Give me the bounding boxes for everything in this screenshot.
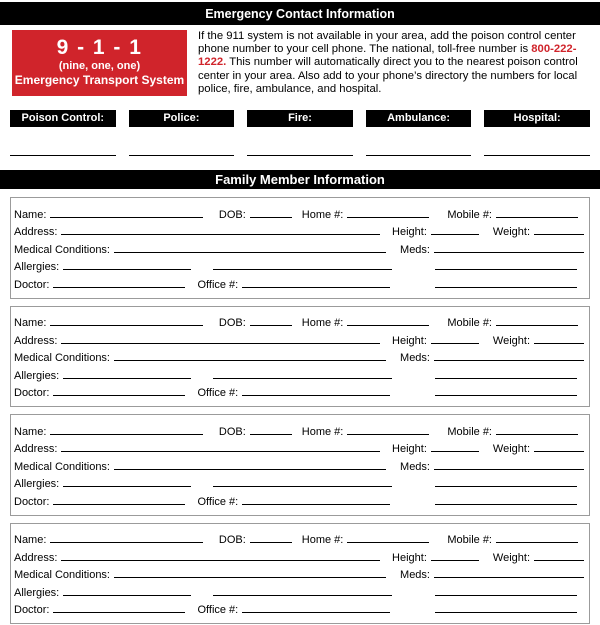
meds-field[interactable] bbox=[434, 252, 584, 253]
weight-field[interactable] bbox=[534, 560, 584, 561]
name-field[interactable] bbox=[50, 325, 202, 326]
contact-label-hospital: Hospital: bbox=[484, 110, 590, 127]
mobile-phone-label: Mobile #: bbox=[447, 534, 492, 547]
page-header-bar bbox=[0, 2, 600, 25]
meds-label: Meds: bbox=[400, 569, 430, 582]
member-row-name bbox=[14, 203, 586, 221]
instructions-text-after: This number will automatically direct you to the nearest poison control center in your area. Also add to your phone’s directory the numbers for local police, fire, ambulance, and hospital. bbox=[198, 56, 578, 95]
meds-continuation-field-1[interactable] bbox=[435, 595, 577, 596]
weight-field[interactable] bbox=[534, 343, 584, 344]
dob-field[interactable] bbox=[250, 434, 292, 435]
member-row-medical bbox=[14, 238, 586, 256]
contact-field-ambulance[interactable] bbox=[366, 154, 472, 156]
dob-label: DOB: bbox=[218, 534, 246, 547]
member-row-address bbox=[14, 546, 586, 564]
name-field[interactable] bbox=[50, 542, 202, 543]
address-field[interactable] bbox=[61, 560, 380, 561]
address-field[interactable] bbox=[61, 234, 380, 235]
address-label: Address: bbox=[14, 551, 58, 564]
contact-field-police[interactable] bbox=[129, 154, 235, 156]
address-label: Address: bbox=[14, 334, 58, 347]
family-section-header-bar bbox=[0, 170, 600, 189]
name-label: Name: bbox=[14, 425, 47, 438]
family-members bbox=[0, 197, 600, 624]
allergies-continuation-field[interactable] bbox=[213, 378, 392, 379]
contact-label-fire: Fire: bbox=[247, 110, 353, 127]
meds-continuation-field-2[interactable] bbox=[435, 612, 577, 613]
mobile-phone-field[interactable] bbox=[496, 434, 578, 435]
weight-label: Weight: bbox=[492, 226, 530, 239]
contact-label-police: Police: bbox=[129, 110, 235, 127]
height-field[interactable] bbox=[431, 451, 479, 452]
mobile-phone-field[interactable] bbox=[496, 217, 578, 218]
member-row-allergies bbox=[14, 581, 586, 599]
member-row-medical bbox=[14, 455, 586, 473]
member-row-doctor bbox=[14, 490, 586, 508]
address-label: Address: bbox=[14, 443, 58, 456]
medical-conditions-field[interactable] bbox=[114, 360, 386, 361]
weight-field[interactable] bbox=[534, 451, 584, 452]
doctor-label: Doctor: bbox=[14, 604, 50, 617]
medical-conditions-label: Medical Conditions: bbox=[14, 352, 110, 365]
height-field[interactable] bbox=[431, 234, 479, 235]
allergies-field[interactable] bbox=[63, 378, 191, 379]
allergies-label: Allergies: bbox=[14, 369, 60, 382]
instructions-text-before: If the 911 system is not available in your area, add the poison control center phone number to your cell phone. The national, toll-free number is bbox=[198, 30, 576, 56]
allergies-label: Allergies: bbox=[14, 261, 60, 274]
member-row-doctor bbox=[14, 273, 586, 291]
home-phone-label: Home #: bbox=[301, 208, 344, 221]
medical-conditions-label: Medical Conditions: bbox=[14, 569, 110, 582]
medical-conditions-label: Medical Conditions: bbox=[14, 243, 110, 256]
office-phone-label: Office #: bbox=[197, 495, 239, 508]
dob-label: DOB: bbox=[218, 208, 246, 221]
dob-label: DOB: bbox=[218, 425, 246, 438]
meds-continuation-field-2[interactable] bbox=[435, 287, 577, 288]
medical-conditions-label: Medical Conditions: bbox=[14, 460, 110, 473]
weight-field[interactable] bbox=[534, 234, 584, 235]
medical-conditions-field[interactable] bbox=[114, 469, 386, 470]
member-row-name bbox=[14, 312, 586, 330]
home-phone-label: Home #: bbox=[301, 317, 344, 330]
meds-label: Meds: bbox=[400, 460, 430, 473]
height-field[interactable] bbox=[431, 560, 479, 561]
meds-continuation-field-2[interactable] bbox=[435, 395, 577, 396]
emergency-contacts-labels-row bbox=[10, 110, 590, 127]
mobile-phone-field[interactable] bbox=[496, 542, 578, 543]
member-row-doctor bbox=[14, 382, 586, 400]
member-row-doctor bbox=[14, 599, 586, 617]
family-section-title: Family Member Information bbox=[215, 172, 385, 188]
family-member-block bbox=[10, 414, 590, 516]
name-field[interactable] bbox=[50, 217, 202, 218]
office-phone-field[interactable] bbox=[242, 287, 390, 288]
office-phone-label: Office #: bbox=[197, 278, 239, 291]
address-label: Address: bbox=[14, 226, 58, 239]
dob-field[interactable] bbox=[250, 217, 292, 218]
height-label: Height: bbox=[392, 226, 427, 239]
allergies-label: Allergies: bbox=[14, 586, 60, 599]
member-row-address bbox=[14, 329, 586, 347]
meds-continuation-field-2[interactable] bbox=[435, 504, 577, 505]
allergies-field[interactable] bbox=[63, 595, 191, 596]
allergies-field[interactable] bbox=[63, 269, 191, 270]
name-field[interactable] bbox=[50, 434, 202, 435]
mobile-phone-label: Mobile #: bbox=[447, 208, 492, 221]
page-title: Emergency Contact Information bbox=[205, 7, 395, 21]
member-row-medical bbox=[14, 347, 586, 365]
doctor-field[interactable] bbox=[53, 504, 185, 505]
name-label: Name: bbox=[14, 534, 47, 547]
member-row-allergies bbox=[14, 364, 586, 382]
doctor-field[interactable] bbox=[53, 287, 185, 288]
meds-label: Meds: bbox=[400, 352, 430, 365]
home-phone-label: Home #: bbox=[301, 425, 344, 438]
dob-label: DOB: bbox=[218, 317, 246, 330]
office-phone-field[interactable] bbox=[242, 612, 390, 613]
height-field[interactable] bbox=[431, 343, 479, 344]
name-label: Name: bbox=[14, 317, 47, 330]
height-label: Height: bbox=[392, 443, 427, 456]
dob-field[interactable] bbox=[250, 542, 292, 543]
family-member-block bbox=[10, 197, 590, 299]
contact-field-hospital[interactable] bbox=[484, 154, 590, 156]
home-phone-field[interactable] bbox=[347, 434, 429, 435]
emergency-911-badge bbox=[12, 30, 187, 96]
contact-field-poison-control[interactable] bbox=[10, 154, 116, 156]
meds-continuation-field-1[interactable] bbox=[435, 378, 577, 379]
emergency-contact-form-page bbox=[0, 2, 600, 625]
member-row-name bbox=[14, 529, 586, 547]
office-phone-field[interactable] bbox=[242, 504, 390, 505]
medical-conditions-field[interactable] bbox=[114, 577, 386, 578]
weight-label: Weight: bbox=[492, 443, 530, 456]
family-member-block bbox=[10, 523, 590, 625]
allergies-label: Allergies: bbox=[14, 478, 60, 491]
emergency-contacts-fields-row bbox=[10, 154, 590, 156]
weight-label: Weight: bbox=[492, 334, 530, 347]
doctor-label: Doctor: bbox=[14, 495, 50, 508]
member-row-name bbox=[14, 420, 586, 438]
family-member-block bbox=[10, 306, 590, 408]
allergies-field[interactable] bbox=[63, 486, 191, 487]
member-row-allergies bbox=[14, 256, 586, 274]
meds-continuation-field-1[interactable] bbox=[435, 486, 577, 487]
height-label: Height: bbox=[392, 334, 427, 347]
doctor-label: Doctor: bbox=[14, 278, 50, 291]
doctor-field[interactable] bbox=[53, 395, 185, 396]
poison-control-phone-number: 800-222-1222. bbox=[198, 43, 577, 69]
home-phone-field[interactable] bbox=[347, 542, 429, 543]
address-field[interactable] bbox=[61, 451, 380, 452]
doctor-field[interactable] bbox=[53, 612, 185, 613]
office-phone-label: Office #: bbox=[197, 387, 239, 400]
member-row-allergies bbox=[14, 473, 586, 491]
home-phone-field[interactable] bbox=[347, 325, 429, 326]
intro-section bbox=[12, 30, 588, 96]
home-phone-label: Home #: bbox=[301, 534, 344, 547]
office-phone-label: Office #: bbox=[197, 604, 239, 617]
dob-field[interactable] bbox=[250, 325, 292, 326]
medical-conditions-field[interactable] bbox=[114, 252, 386, 253]
member-row-address bbox=[14, 221, 586, 239]
emergency-number-words: (nine, one, one) bbox=[58, 60, 141, 72]
office-phone-field[interactable] bbox=[242, 395, 390, 396]
contact-label-ambulance: Ambulance: bbox=[366, 110, 472, 127]
mobile-phone-label: Mobile #: bbox=[447, 425, 492, 438]
contact-label-poison-control: Poison Control: bbox=[10, 110, 116, 127]
home-phone-field[interactable] bbox=[347, 217, 429, 218]
height-label: Height: bbox=[392, 551, 427, 564]
emergency-system-name: Emergency Transport System bbox=[14, 73, 185, 87]
meds-label: Meds: bbox=[400, 243, 430, 256]
name-label: Name: bbox=[14, 208, 47, 221]
emergency-number: 9 - 1 - 1 bbox=[56, 36, 143, 59]
allergies-continuation-field[interactable] bbox=[213, 269, 392, 270]
instructions-paragraph bbox=[198, 30, 588, 96]
meds-field[interactable] bbox=[434, 360, 584, 361]
allergies-continuation-field[interactable] bbox=[213, 486, 392, 487]
meds-continuation-field-1[interactable] bbox=[435, 269, 577, 270]
meds-field[interactable] bbox=[434, 577, 584, 578]
allergies-continuation-field[interactable] bbox=[213, 595, 392, 596]
member-row-address bbox=[14, 438, 586, 456]
meds-field[interactable] bbox=[434, 469, 584, 470]
mobile-phone-field[interactable] bbox=[496, 325, 578, 326]
member-row-medical bbox=[14, 564, 586, 582]
mobile-phone-label: Mobile #: bbox=[447, 317, 492, 330]
contact-field-fire[interactable] bbox=[247, 154, 353, 156]
weight-label: Weight: bbox=[492, 551, 530, 564]
doctor-label: Doctor: bbox=[14, 387, 50, 400]
address-field[interactable] bbox=[61, 343, 380, 344]
